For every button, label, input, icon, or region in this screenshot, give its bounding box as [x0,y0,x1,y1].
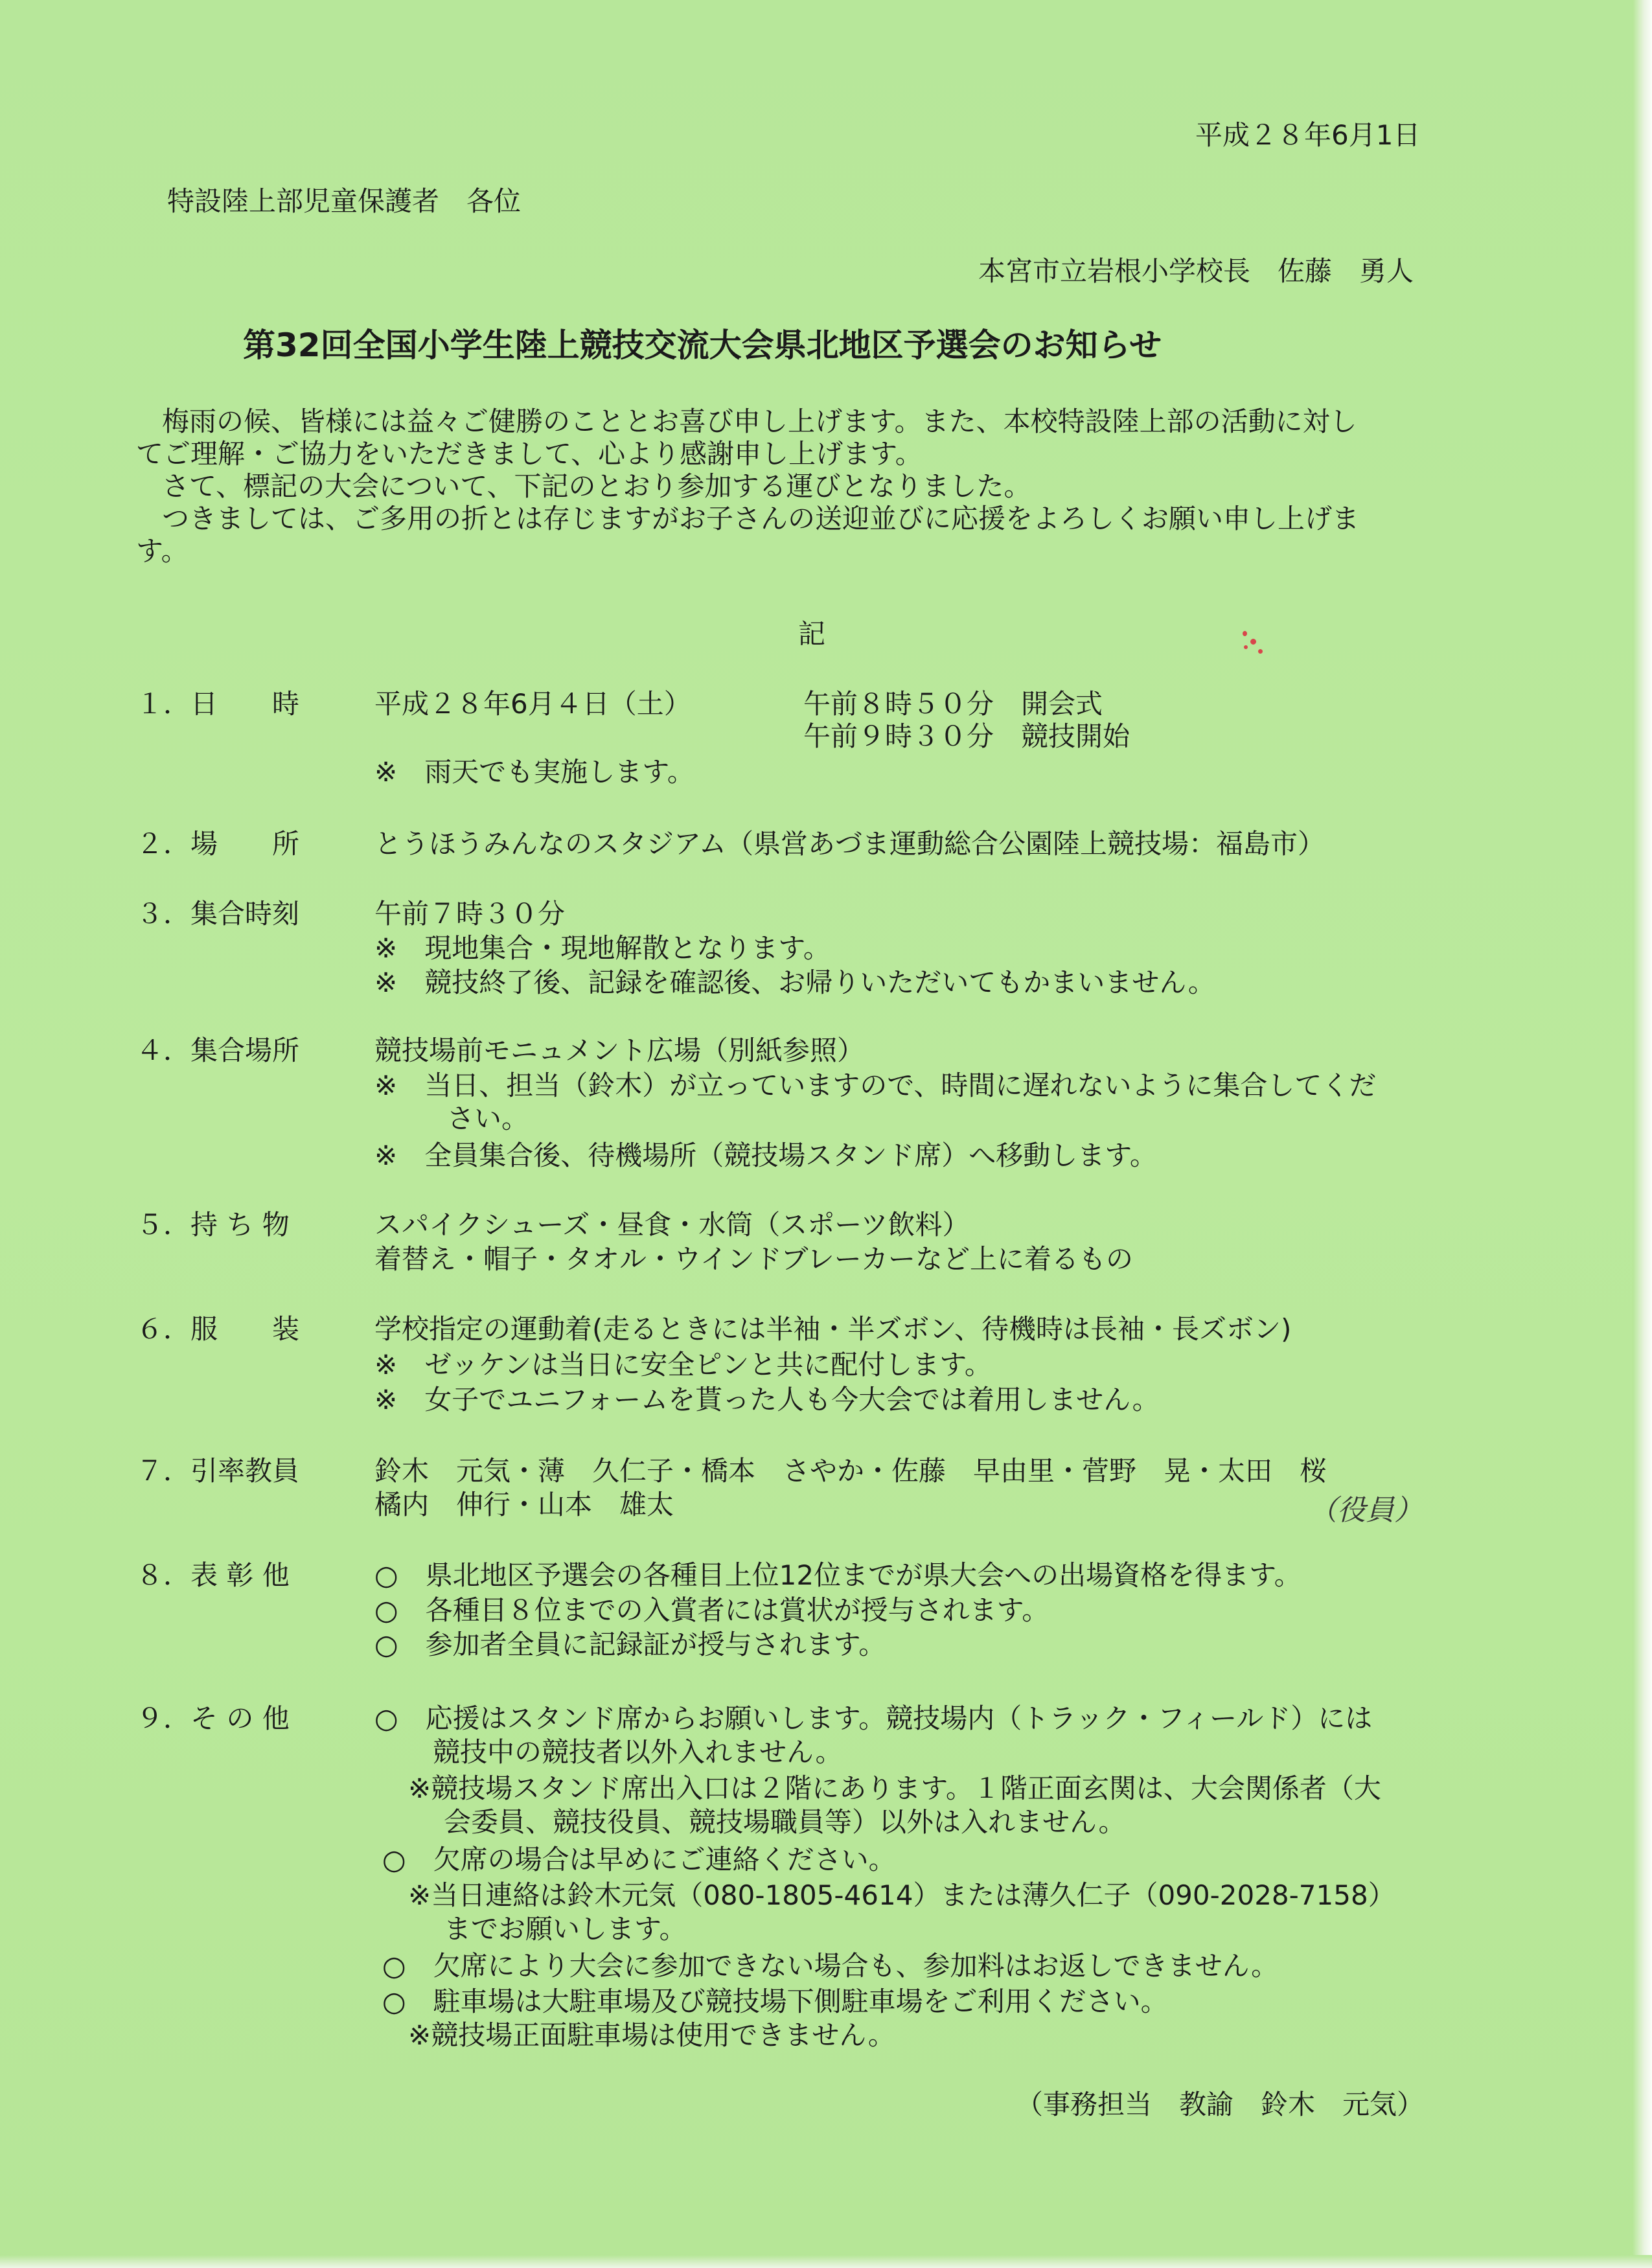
teachers-2: 橘内 伸行・山本 雄太 [374,1489,674,1520]
item-label-nichiji: １．日 時 [136,688,300,720]
page-edge-bottom [0,2255,1652,2268]
parking-note: ※競技場正面駐車場は使用できません。 [408,2019,895,2051]
other-note-1: ※競技場スタンド席出入口は２階にあります。１階正面玄関は、大会関係者（大 [408,1772,1381,1804]
award-1: ○ 県北地区予選会の各種目上位12位までが県大会への出場資格を得ます。 [374,1559,1302,1591]
clothing-note-2: ※ 女子でユニフォームを貰った人も今大会では着用しません。 [374,1384,1160,1415]
document-date: 平成２８年6月1日 [1195,119,1421,151]
other-1: ○ 応援はスタンド席からお願いします。競技場内（トラック・フィールド）には [374,1702,1373,1734]
item-label-shugo-jikoku: ３．集合時刻 [136,898,300,930]
ki-heading: 記 [798,618,826,650]
page-edge [1633,0,1652,2268]
award-2: ○ 各種目８位までの入賞者には賞状が授与されます。 [374,1594,1050,1626]
other-3: ○ 欠席により大会に参加できない場合も、参加料はお返しできません。 [382,1950,1279,1982]
opening-time: 午前８時５０分 開会式 [803,688,1103,720]
clothing: 学校指定の運動着(走るときには半袖・半ズボン、待機時は長袖・長ズボン) [374,1313,1292,1345]
item-label-fukuso: ６．服 装 [136,1313,300,1345]
other-1-cont: 競技中の競技者以外入れません。 [433,1736,843,1768]
item-label-hyosho: ８．表 彰 他 [136,1559,290,1591]
contact-note-cont: までお願いします。 [444,1913,687,1945]
document-title: 第32回全国小学生陸上競技交流大会県北地区予選会のお知らせ [243,326,1162,364]
meeting-place: 競技場前モニュメント広場（別紙参照） [374,1035,865,1066]
belongings-1: スパイクシューズ・昼食・水筒（スポーツ飲料） [374,1209,970,1241]
clothing-note-1: ※ ゼッケンは当日に安全ピンと共に配付します。 [374,1349,992,1380]
item-label-sonota: ９．そ の 他 [136,1702,290,1734]
other-note-1-cont: 会委員、競技役員、競技場職員等）以外は入れません。 [444,1806,1126,1838]
other-4: ○ 駐車場は大駐車場及び競技場下側駐車場をご利用ください。 [382,1986,1168,2017]
meeting-note-1: ※ 現地集合・現地解散となります。 [374,932,831,964]
sender: 本宮市立岩根小学校長 佐藤 勇人 [978,255,1414,287]
venue: とうほうみんなのスタジアム（県営あづま運動総合公園陸上競技場：福島市） [374,828,1325,860]
office-contact: （事務担当 教諭 鈴木 元気） [1016,2089,1425,2120]
addressee: 特設陸上部児童保護者 各位 [167,185,522,217]
item-label-basho: ２．場 所 [136,828,300,860]
meeting-note-2: ※ 競技終了後、記録を確認後、お帰りいただいてもかまいません。 [374,967,1215,998]
intro-line-2: てご理解・ご協力をいただきまして、心より感謝申し上げます。 [136,438,923,470]
item-label-mochimono: ５．持 ち 物 [136,1209,290,1241]
intro-line-3: さて、標記の大会について、下記のとおり参加する運びとなりました。 [162,470,1031,502]
belongings-2: 着替え・帽子・タオル・ウインドブレーカーなど上に着るもの [374,1243,1133,1275]
item-label-shugo-basho: ４．集合場所 [136,1035,300,1066]
intro-line-4: つきましては、ご多用の折とは存じますがお子さんの送迎並びに応援をよろしくお願い申し上げま [162,503,1360,534]
contact-note: ※当日連絡は鈴木元気（080-1805-4614）または薄久仁子（090-2028-7158） [408,1879,1395,1911]
item-label-insotsu: ７．引率教員 [136,1455,300,1487]
start-time: 午前９時３０分 競技開始 [803,720,1130,752]
meeting-place-note-1-cont: さい。 [447,1103,529,1134]
event-date: 平成２８年6月４日（土） [374,688,691,720]
meeting-place-note-1: ※ 当日、担当（鈴木）が立っていますので、時間に遅れないように集合してくだ [374,1070,1377,1101]
intro-line-5: す。 [136,535,189,567]
meeting-time: 午前７時３０分 [374,898,566,930]
award-3: ○ 参加者全員に記録証が授与されます。 [374,1629,886,1660]
other-2: ○ 欠席の場合は早めにご連絡ください。 [382,1844,896,1875]
red-ink-marks [1241,630,1267,662]
intro-line-1: 梅雨の候、皆様には益々ご健勝のこととお喜び申し上げます。また、本校特設陸上部の活動に対し [162,406,1357,437]
teachers-1: 鈴木 元気・薄 久仁子・橋本 さやか・佐藤 早由里・菅野 晃・太田 桜 [374,1455,1327,1487]
meeting-place-note-2: ※ 全員集合後、待機場所（競技場スタンド席）へ移動します。 [374,1140,1157,1171]
handwritten-note: （役員） [1309,1494,1423,1527]
rain-note: ※ 雨天でも実施します。 [374,756,694,788]
